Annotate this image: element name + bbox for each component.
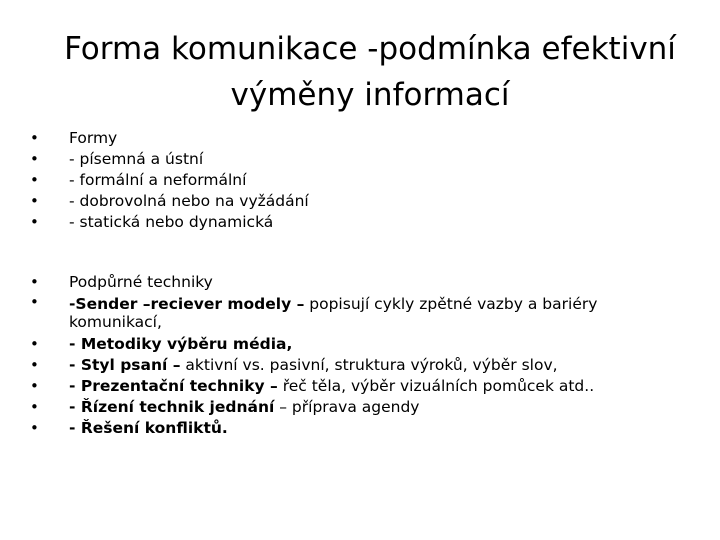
bullet-icon: • <box>30 377 39 395</box>
bullet-icon: • <box>30 356 39 374</box>
list-item-text: - dobrovolná nebo na vyžádání <box>69 192 309 210</box>
bullet-icon: • <box>30 129 39 147</box>
list-item-text: - formální a neformální <box>69 171 247 189</box>
list-item <box>30 376 690 397</box>
list-item <box>30 397 690 418</box>
list-item-text: - statická nebo dynamická <box>69 213 274 231</box>
list-item-heading: - Řízení technik jednání <box>69 398 275 416</box>
bullet-icon: • <box>30 273 39 291</box>
list-item-heading: - Řešení konfliktů. <box>69 419 228 437</box>
list-item <box>30 334 690 355</box>
list-item <box>30 418 690 439</box>
list-item-detail: řeč těla, výběr vizuálních pomůcek atd.. <box>277 377 595 395</box>
list-item-heading: - Styl psaní – <box>69 356 181 374</box>
slide-title: Forma komunikace -podmínka efektivní výměny informací <box>64 31 676 113</box>
list-item-heading: -Sender –reciever modely – <box>69 295 305 313</box>
list-item-text: Podpůrné techniky <box>69 273 213 291</box>
list-item <box>30 149 690 170</box>
bullet-icon: • <box>30 213 39 231</box>
bullet-icon: • <box>30 171 39 189</box>
list-item-detail: aktivní vs. pasivní, struktura výroků, výběr slov, <box>180 356 558 374</box>
list-item <box>30 355 690 376</box>
list-item-text: - písemná a ústní <box>69 150 204 168</box>
list-item-heading: - Prezentační techniky – <box>69 377 278 395</box>
forms-list <box>30 128 690 233</box>
list-item <box>30 128 690 149</box>
list-item <box>30 170 690 191</box>
techniques-list <box>30 272 690 439</box>
bullet-icon: • <box>30 192 39 210</box>
list-item <box>30 293 690 334</box>
list-item <box>30 191 690 212</box>
list-item-text: Formy <box>69 129 118 147</box>
list-item-heading: - Metodiky výběru média, <box>69 335 293 353</box>
bullet-icon: • <box>30 335 39 353</box>
list-item <box>30 272 690 293</box>
list-item-detail: – příprava agendy <box>274 398 420 416</box>
list-item <box>30 212 690 233</box>
list-item-detail: popisují cykly zpětné vazby a bariéry komunikací, <box>69 295 598 331</box>
bullet-icon: • <box>30 398 39 416</box>
bullet-icon: • <box>30 150 39 168</box>
bullet-icon: • <box>30 419 39 437</box>
bullet-icon: • <box>30 293 39 311</box>
